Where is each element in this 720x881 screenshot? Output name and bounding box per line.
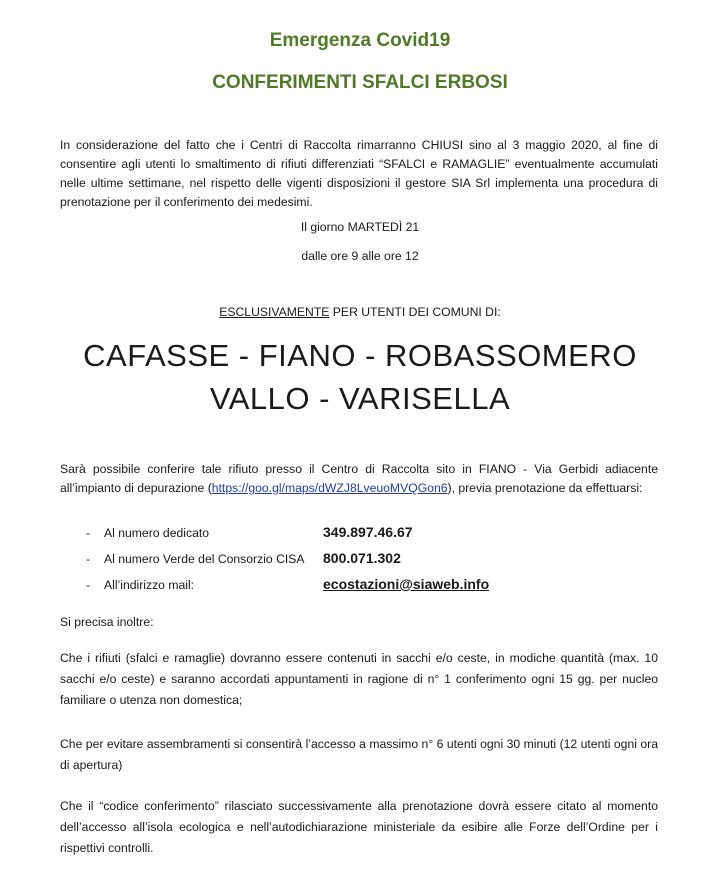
document-title: Emergenza Covid19 — [269, 30, 451, 51]
schedule-day: Il giorno MARTEDÌ 21 — [300, 220, 420, 234]
location-paragraph — [60, 460, 658, 498]
exclusive-rest: PER UTENTI DEI COMUNI DI: — [329, 305, 501, 319]
contact-email-link[interactable]: ecostazioni@siaweb.info — [323, 576, 490, 592]
contact-label: Al numero dedicato — [104, 526, 210, 540]
contact-label: Al numero Verde del Consorzio CISA — [104, 552, 305, 566]
schedule-hours: dalle ore 9 alle ore 12 — [301, 249, 419, 263]
maps-link[interactable]: https://goo.gl/maps/dWZJ8LveuoMVQGon6 — [211, 481, 448, 495]
list-bullet: - — [86, 552, 91, 566]
document-subtitle: CONFERIMENTI SFALCI ERBOSI — [212, 72, 508, 93]
exclusive-word: ESCLUSIVAMENTE — [219, 305, 330, 319]
exclusive-notice — [0, 305, 720, 319]
location-text-after: ), previa prenotazione da effettuarsi: — [447, 481, 643, 495]
contact-label: All’indirizzo mail: — [104, 578, 195, 592]
contact-row — [60, 576, 660, 596]
list-bullet: - — [86, 578, 91, 592]
note-paragraph-3: Che il “codice conferimento” rilasciato successivamente alla prenotazione dovrà essere citato al momento dell’accesso all’isola ecologica e nell’autodichiarazione ministeriale da esibire alle Forze dell’Ordine per i rispettivi controlli. — [60, 799, 658, 855]
contact-phone-toll-free[interactable]: 800.071.302 — [323, 550, 401, 566]
towns-line-1: CAFASSE - FIANO - ROBASSOMERO — [83, 338, 637, 373]
location-text-before: Sarà possibile conferire tale rifiuto presso il Centro di Raccolta sito in FIANO - Via Gerbidi adiacente all’impianto di depurazione ( — [60, 462, 658, 495]
contact-phone-dedicated[interactable]: 349.897.46.67 — [323, 524, 413, 540]
note-paragraph-1: Che i rifiuti (sfalci e ramaglie) dovranno essere contenuti in sacchi e/o ceste, in modiche quantità (max. 10 sacchi e/o ceste) e saranno accordati appuntamenti in ragione di n° 1 conferimento ogni 15 gg. per nucleo familiare o utenza non domestica; — [60, 651, 658, 707]
note-paragraph-2: Che per evitare assembramenti si consentirà l’accesso a massimo n° 6 utenti ogni 30 minuti (12 utenti ogni ora di apertura) — [60, 737, 658, 772]
contact-row — [60, 550, 660, 570]
contact-row — [60, 524, 660, 544]
list-bullet: - — [86, 526, 91, 540]
towns-line-2: VALLO - VARISELLA — [209, 381, 511, 416]
intro-paragraph: In considerazione del fatto che i Centri di Raccolta rimarranno CHIUSI sino al 3 maggio 2020, al fine di consentire agli utenti lo smaltimento di rifiuti differenziati “SFALCI e RAMAGLIE” eventualmente accumulati nelle ultime settimane, nel rispetto delle vigenti disposizioni il gestore SIA Srl implementa una procedura di prenotazione per il conferimento dei medesimi. — [60, 138, 658, 209]
notes-intro: Si precisa inoltre: — [60, 615, 154, 629]
